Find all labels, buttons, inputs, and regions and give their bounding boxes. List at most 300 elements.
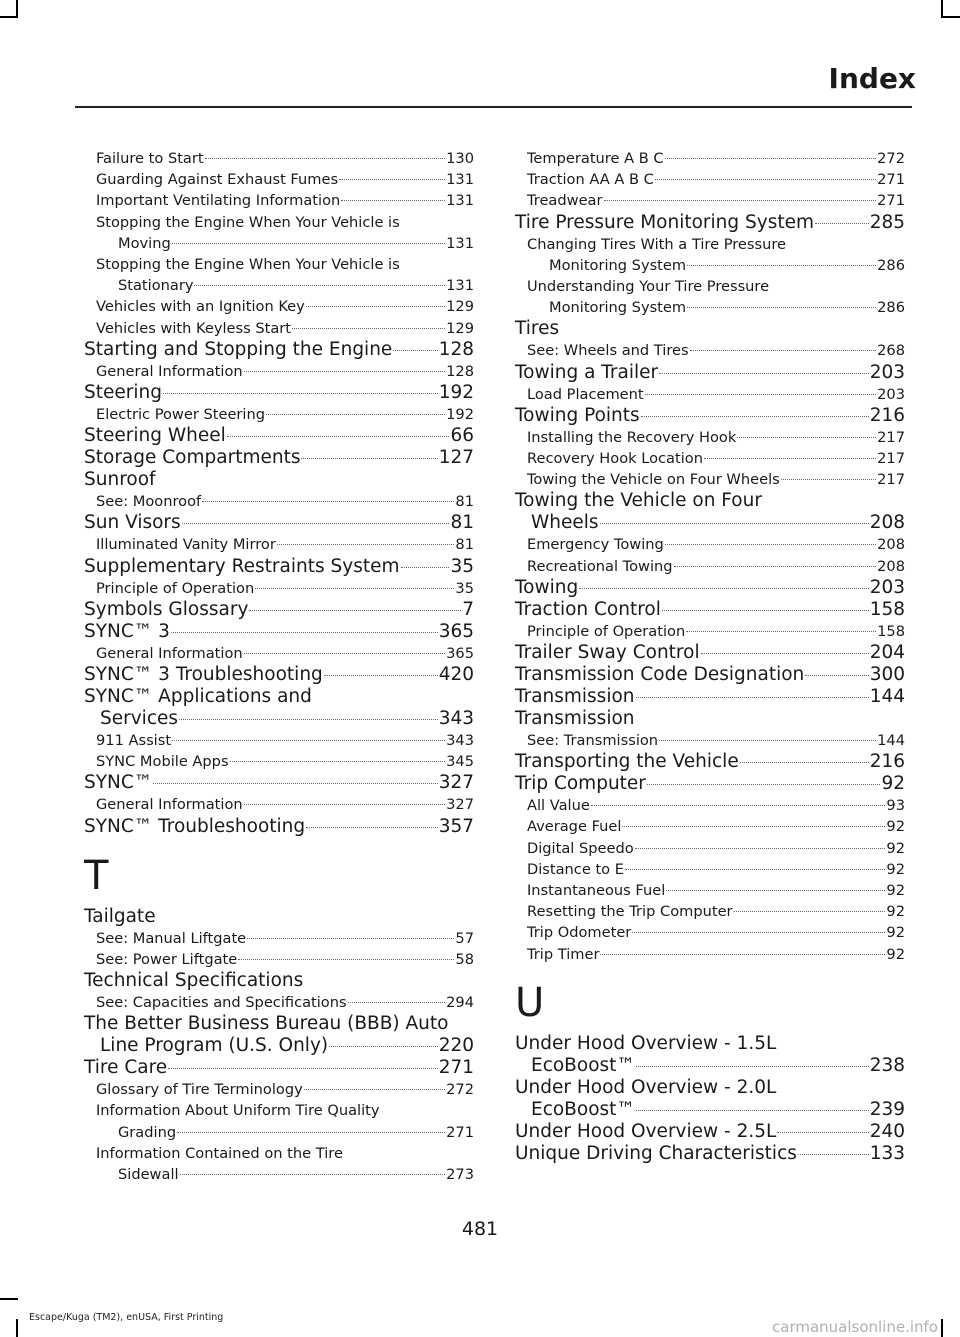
entry-text: Supplementary Restraints System xyxy=(84,555,400,577)
page-ref[interactable]: 208 xyxy=(869,512,905,534)
index-heading xyxy=(515,212,905,234)
entry-text: Grading xyxy=(118,1123,177,1141)
dot-leader xyxy=(266,414,445,415)
page-ref[interactable]: 158 xyxy=(869,598,905,620)
entry-text: Information Contained on the Tire xyxy=(96,1144,343,1162)
page-ref[interactable]: 203 xyxy=(877,385,905,403)
dot-leader xyxy=(777,1132,868,1133)
dot-leader xyxy=(655,179,876,180)
dot-leader xyxy=(247,938,454,939)
page-ref[interactable]: 271 xyxy=(877,192,905,210)
page-ref[interactable]: 92 xyxy=(881,773,905,795)
index-subentry xyxy=(515,190,905,211)
index-subentry xyxy=(515,297,905,318)
dot-leader xyxy=(244,653,446,654)
page-ref[interactable]: 365 xyxy=(446,644,474,662)
dot-leader xyxy=(636,1066,869,1067)
entry-text: Towing Points xyxy=(515,404,640,426)
index-subentry xyxy=(515,340,905,361)
page-ref[interactable]: 204 xyxy=(869,642,905,664)
index-heading xyxy=(84,599,474,621)
dot-leader xyxy=(815,223,869,224)
index-heading xyxy=(515,642,905,664)
page-ref[interactable]: 300 xyxy=(869,664,905,686)
entry-text: Tire Pressure Monitoring System xyxy=(515,211,815,233)
dot-leader xyxy=(665,158,877,159)
index-heading xyxy=(515,599,905,621)
index-heading xyxy=(84,469,474,491)
dot-leader xyxy=(636,1110,869,1111)
page-ref[interactable]: 129 xyxy=(446,298,474,316)
dot-leader xyxy=(339,179,445,180)
dot-leader xyxy=(635,848,886,849)
entry-text: Steering Wheel xyxy=(84,425,226,447)
index-subentry xyxy=(84,275,474,296)
dot-leader xyxy=(205,158,446,159)
index-heading xyxy=(515,512,905,534)
entry-text: Line Program (U.S. Only) xyxy=(100,1035,329,1057)
page-ref[interactable]: 217 xyxy=(877,428,905,446)
entry-text: Recreational Towing xyxy=(527,557,673,575)
page-ref[interactable]: 271 xyxy=(438,1057,474,1079)
index-subentry xyxy=(84,578,474,599)
page-ref[interactable]: 92 xyxy=(886,903,905,921)
page-ref[interactable]: 203 xyxy=(869,361,905,383)
page-ref[interactable]: 343 xyxy=(446,732,474,750)
index-heading xyxy=(515,773,905,795)
dot-leader xyxy=(636,697,869,698)
page-ref[interactable]: 144 xyxy=(869,686,905,708)
section-letter: U xyxy=(515,979,545,1026)
index-subentry xyxy=(84,233,474,254)
index-subentry xyxy=(84,404,474,425)
dot-leader xyxy=(781,479,876,480)
entry-text: Emergency Towing xyxy=(527,536,664,554)
index-heading xyxy=(84,339,474,361)
index-heading xyxy=(84,556,474,578)
index-heading xyxy=(84,447,474,469)
dot-leader xyxy=(172,243,445,244)
index-subentry xyxy=(515,944,905,965)
index-subentry xyxy=(84,254,474,275)
dot-leader xyxy=(665,544,876,545)
entry-text: Symbols Glossary xyxy=(84,598,249,620)
entry-text: See: Wheels and Tires xyxy=(527,342,689,360)
entry-text: General Information xyxy=(96,362,243,380)
index-subentry xyxy=(84,1079,474,1100)
index-subentry xyxy=(84,643,474,664)
dot-leader xyxy=(194,285,445,286)
index-heading xyxy=(515,664,905,686)
index-subentry xyxy=(84,928,474,949)
dot-leader xyxy=(632,932,885,933)
entry-text: Principle of Operation xyxy=(96,579,255,597)
page-number: 481 xyxy=(461,1218,499,1240)
entry-text: Trip Odometer xyxy=(527,924,632,942)
entry-text: Stationary xyxy=(118,277,194,295)
index-heading xyxy=(515,1143,905,1165)
dot-leader xyxy=(734,911,886,912)
page-ref[interactable]: 81 xyxy=(450,512,474,534)
section-letter: T xyxy=(84,852,109,899)
dot-leader xyxy=(687,307,876,308)
crop-mark xyxy=(941,16,960,18)
page-ref[interactable]: 286 xyxy=(877,299,905,317)
page-ref[interactable]: 268 xyxy=(877,342,905,360)
entry-text: General Information xyxy=(96,796,243,814)
index-heading xyxy=(84,1035,474,1057)
entry-text: Installing the Recovery Hook xyxy=(527,428,737,446)
index-heading xyxy=(84,382,474,404)
page-ref[interactable]: 92 xyxy=(886,839,905,857)
dot-leader xyxy=(301,458,437,459)
page-ref[interactable]: 133 xyxy=(869,1142,905,1164)
dot-leader xyxy=(277,544,455,545)
entry-text: Traction Control xyxy=(515,598,661,620)
entry-text: Electric Power Steering xyxy=(96,406,265,424)
page-title: Index xyxy=(828,62,916,95)
index-subentry xyxy=(515,534,905,555)
page-ref[interactable]: 345 xyxy=(446,753,474,771)
page-ref[interactable]: 144 xyxy=(877,732,905,750)
dot-leader xyxy=(686,631,876,632)
dot-leader xyxy=(740,762,869,763)
index-subentry xyxy=(84,730,474,751)
entry-text: Towing xyxy=(515,576,579,598)
entry-text: Storage Compartments xyxy=(84,447,301,469)
dot-leader xyxy=(805,675,868,676)
entry-text: SYNC™ 3 Troubleshooting xyxy=(84,664,323,686)
entry-text: Digital Speedo xyxy=(527,839,634,857)
dot-leader xyxy=(737,437,876,438)
page-ref[interactable]: 130 xyxy=(446,150,474,167)
index-subentry xyxy=(84,212,474,233)
dot-leader xyxy=(244,804,446,805)
page-ref[interactable]: 327 xyxy=(446,796,474,814)
page-ref[interactable]: 192 xyxy=(446,406,474,424)
page-ref[interactable]: 58 xyxy=(455,950,474,968)
entry-text: Tailgate xyxy=(84,905,156,927)
entry-text: Vehicles with an Ignition Key xyxy=(96,298,305,316)
dot-leader xyxy=(393,350,437,351)
dot-leader xyxy=(641,416,869,417)
page-ref[interactable]: 294 xyxy=(446,994,474,1012)
page-ref[interactable]: 131 xyxy=(446,277,474,295)
page-ref[interactable]: 57 xyxy=(455,929,474,947)
header-rule xyxy=(75,106,912,108)
dot-leader xyxy=(244,371,446,372)
dot-leader xyxy=(798,1154,869,1155)
page-ref[interactable]: 131 xyxy=(446,192,474,210)
index-subentry xyxy=(84,1164,474,1185)
page-ref[interactable]: 286 xyxy=(877,256,905,274)
dot-leader xyxy=(647,784,881,785)
page-ref[interactable]: 92 xyxy=(886,818,905,836)
page-ref[interactable]: 66 xyxy=(450,425,474,447)
index-heading xyxy=(84,512,474,534)
dot-leader xyxy=(238,959,454,960)
page-ref[interactable]: 240 xyxy=(869,1120,905,1142)
entry-text: Towing the Vehicle on Four Wheels xyxy=(527,471,780,489)
entry-text: Services xyxy=(100,708,179,730)
entry-text: Average Fuel xyxy=(527,818,622,836)
page-ref[interactable]: 92 xyxy=(886,945,905,963)
entry-text: General Information xyxy=(96,644,243,662)
entry-text: Moving xyxy=(118,234,171,252)
entry-text: Trip Timer xyxy=(527,945,600,963)
index-heading xyxy=(84,772,474,794)
entry-text: SYNC™ 3 xyxy=(84,620,170,642)
dot-leader xyxy=(341,200,445,201)
index-heading xyxy=(515,362,905,384)
entry-text: See: Transmission xyxy=(527,732,659,750)
edition-footer: Escape/Kuga (TM2), enUSA, First Printing xyxy=(29,1312,224,1323)
entry-text: Under Hood Overview - 1.5L xyxy=(515,1032,777,1054)
index-subentry xyxy=(515,859,905,880)
index-heading xyxy=(515,686,905,708)
page-ref[interactable]: 216 xyxy=(869,404,905,426)
index-heading xyxy=(515,318,905,340)
entry-text: Under Hood Overview - 2.0L xyxy=(515,1076,777,1098)
page-ref[interactable]: 271 xyxy=(446,1123,474,1141)
entry-text: SYNC™ Applications and xyxy=(84,686,312,708)
index-subentry xyxy=(515,621,905,642)
index-subentry xyxy=(515,148,905,169)
page-ref[interactable]: 92 xyxy=(886,924,905,942)
watermark: carmanualsonline.info xyxy=(772,1318,938,1336)
index-heading xyxy=(515,1033,905,1055)
page-ref[interactable]: 327 xyxy=(438,772,474,794)
entry-text: SYNC™ xyxy=(84,772,153,794)
dot-leader xyxy=(227,436,450,437)
index-subentry xyxy=(84,794,474,815)
dot-leader xyxy=(659,373,869,374)
entry-text: Stopping the Engine When Your Vehicle is xyxy=(96,213,400,231)
dot-leader xyxy=(324,675,438,676)
entry-text: Technical Specifications xyxy=(84,970,304,992)
page-ref[interactable]: 35 xyxy=(455,579,474,597)
entry-text: Recovery Hook Location xyxy=(527,450,703,468)
page-ref[interactable]: 203 xyxy=(869,576,905,598)
index-subentry xyxy=(515,448,905,469)
index-subentry xyxy=(515,384,905,405)
index-heading xyxy=(515,577,905,599)
dot-leader xyxy=(579,588,868,589)
entry-text: Instantaneous Fuel xyxy=(527,882,666,900)
index-subentry xyxy=(84,949,474,970)
entry-text: Starting and Stopping the Engine xyxy=(84,338,393,360)
dot-leader xyxy=(182,523,450,524)
page-ref[interactable]: 131 xyxy=(446,234,474,252)
entry-text: Distance to E xyxy=(527,860,624,878)
page-ref[interactable]: 192 xyxy=(438,382,474,404)
dot-leader xyxy=(687,265,876,266)
page-ref[interactable]: 272 xyxy=(446,1081,474,1099)
page-ref[interactable]: 208 xyxy=(877,557,905,575)
page-ref[interactable]: 343 xyxy=(438,708,474,730)
entry-text: EcoBoost™ xyxy=(531,1098,635,1120)
page-ref[interactable]: 216 xyxy=(869,751,905,773)
entry-text: 911 Assist xyxy=(96,732,172,750)
page-ref[interactable]: 271 xyxy=(877,171,905,189)
dot-leader xyxy=(249,610,461,611)
page-ref[interactable]: 35 xyxy=(450,555,474,577)
page-ref[interactable]: 7 xyxy=(462,598,474,620)
dot-leader xyxy=(329,1046,438,1047)
dot-leader xyxy=(622,826,885,827)
entry-text: Guarding Against Exhaust Fumes xyxy=(96,171,339,189)
entry-text: Stopping the Engine When Your Vehicle is xyxy=(96,256,400,274)
index-heading xyxy=(84,621,474,643)
page-ref[interactable]: 128 xyxy=(438,338,474,360)
entry-text: Treadwear xyxy=(527,192,603,210)
page-ref[interactable]: 420 xyxy=(438,664,474,686)
crop-mark xyxy=(0,1298,18,1300)
dot-leader xyxy=(701,653,869,654)
index-subentry xyxy=(84,361,474,382)
crop-mark xyxy=(0,16,18,18)
entry-text: Towing a Trailer xyxy=(515,361,659,383)
index-heading xyxy=(515,405,905,427)
dot-leader xyxy=(306,306,445,307)
entry-text: Traction AA A B C xyxy=(527,171,654,189)
entry-text: Understanding Your Tire Pressure xyxy=(527,278,770,296)
page-ref[interactable]: 217 xyxy=(877,450,905,468)
index-subentry xyxy=(84,1100,474,1121)
index-subentry xyxy=(84,190,474,211)
index-heading xyxy=(515,1077,905,1099)
entry-text: Vehicles with Keyless Start xyxy=(96,319,292,337)
entry-text: Load Placement xyxy=(527,385,644,403)
dot-leader xyxy=(180,1174,446,1175)
index-subentry xyxy=(515,556,905,577)
dot-leader xyxy=(292,328,445,329)
page-ref[interactable]: 239 xyxy=(869,1098,905,1120)
index-heading xyxy=(515,708,905,730)
index-subentry xyxy=(515,255,905,276)
dot-leader xyxy=(674,566,877,567)
dot-leader xyxy=(600,954,885,955)
entry-text: All Value xyxy=(527,797,590,815)
dot-leader xyxy=(177,1132,445,1133)
crop-mark xyxy=(941,1319,943,1337)
index-subentry xyxy=(515,469,905,490)
page-ref[interactable]: 81 xyxy=(455,536,474,554)
page-ref[interactable]: 129 xyxy=(446,319,474,337)
page-ref[interactable]: 131 xyxy=(446,171,474,189)
index-subentry xyxy=(515,276,905,297)
page-ref[interactable]: 93 xyxy=(886,797,905,815)
index-subentry xyxy=(515,234,905,255)
index-subentry xyxy=(515,169,905,190)
page-ref[interactable]: 92 xyxy=(886,860,905,878)
index-column-left xyxy=(84,148,474,1185)
dot-leader xyxy=(401,567,450,568)
page-ref[interactable]: 81 xyxy=(455,493,474,511)
entry-text: Sun Visors xyxy=(84,512,181,534)
index-subentry xyxy=(515,816,905,837)
entry-text: Steering xyxy=(84,382,162,404)
index-heading xyxy=(84,906,474,928)
dot-leader xyxy=(645,394,877,395)
page-ref[interactable]: 127 xyxy=(438,447,474,469)
entry-text: Tires xyxy=(515,318,560,340)
entry-text: See: Power Liftgate xyxy=(96,950,238,968)
page-ref[interactable]: 208 xyxy=(877,536,905,554)
page-ref[interactable]: 158 xyxy=(877,622,905,640)
entry-text: EcoBoost™ xyxy=(531,1054,635,1076)
entry-text: Transmission Code Designation xyxy=(515,664,805,686)
index-subentry xyxy=(515,795,905,816)
dot-leader xyxy=(153,783,437,784)
dot-leader xyxy=(304,1089,445,1090)
index-subentry xyxy=(84,534,474,555)
page-ref[interactable]: 272 xyxy=(877,150,905,167)
page-ref[interactable]: 128 xyxy=(446,362,474,380)
entry-text: Transmission xyxy=(515,686,635,708)
index-heading xyxy=(84,1013,474,1035)
page-ref[interactable]: 273 xyxy=(446,1166,474,1184)
index-subentry xyxy=(84,491,474,512)
entry-text: Unique Driving Characteristics xyxy=(515,1142,797,1164)
page-ref[interactable]: 238 xyxy=(869,1054,905,1076)
index-subentry xyxy=(84,148,474,169)
index-subentry xyxy=(84,296,474,317)
entry-text: Sunroof xyxy=(84,469,156,491)
entry-text: See: Capacities and Specifications xyxy=(96,994,347,1012)
dot-leader xyxy=(179,719,438,720)
entry-text: The Better Business Bureau (BBB) Auto xyxy=(84,1013,449,1035)
dot-leader xyxy=(306,827,438,828)
index-heading xyxy=(84,970,474,992)
page-ref[interactable]: 220 xyxy=(438,1035,474,1057)
dot-leader xyxy=(659,740,876,741)
entry-text: See: Manual Liftgate xyxy=(96,929,247,947)
page-ref[interactable]: 365 xyxy=(438,620,474,642)
entry-text: SYNC Mobile Apps xyxy=(96,753,229,771)
index-heading xyxy=(84,686,474,708)
index-subentry xyxy=(515,901,905,922)
dot-leader xyxy=(591,805,886,806)
index-subentry xyxy=(84,751,474,772)
dot-leader xyxy=(600,523,869,524)
entry-text: Illuminated Vanity Mirror xyxy=(96,536,276,554)
entry-text: Tire Care xyxy=(84,1057,168,1079)
dot-leader xyxy=(163,393,438,394)
page-ref[interactable]: 285 xyxy=(869,211,905,233)
dot-leader xyxy=(255,588,454,589)
dot-leader xyxy=(690,350,877,351)
dot-leader xyxy=(168,1068,438,1069)
entry-text: Changing Tires With a Tire Pressure xyxy=(527,235,787,253)
entry-text: Resetting the Trip Computer xyxy=(527,903,733,921)
crop-mark xyxy=(16,1319,18,1337)
index-subentry xyxy=(84,318,474,339)
entry-text: Under Hood Overview - 2.5L xyxy=(515,1120,777,1142)
dot-leader xyxy=(604,200,877,201)
page-ref[interactable]: 92 xyxy=(886,882,905,900)
index-subentry xyxy=(515,730,905,751)
index-heading xyxy=(515,1055,905,1077)
dot-leader xyxy=(666,890,885,891)
page-ref[interactable]: 357 xyxy=(438,815,474,837)
entry-text: Towing the Vehicle on Four xyxy=(515,490,762,512)
index-heading xyxy=(84,816,474,838)
index-subentry xyxy=(515,427,905,448)
page-ref[interactable]: 217 xyxy=(877,471,905,489)
entry-text: Trailer Sway Control xyxy=(515,642,700,664)
dot-leader xyxy=(348,1002,446,1003)
